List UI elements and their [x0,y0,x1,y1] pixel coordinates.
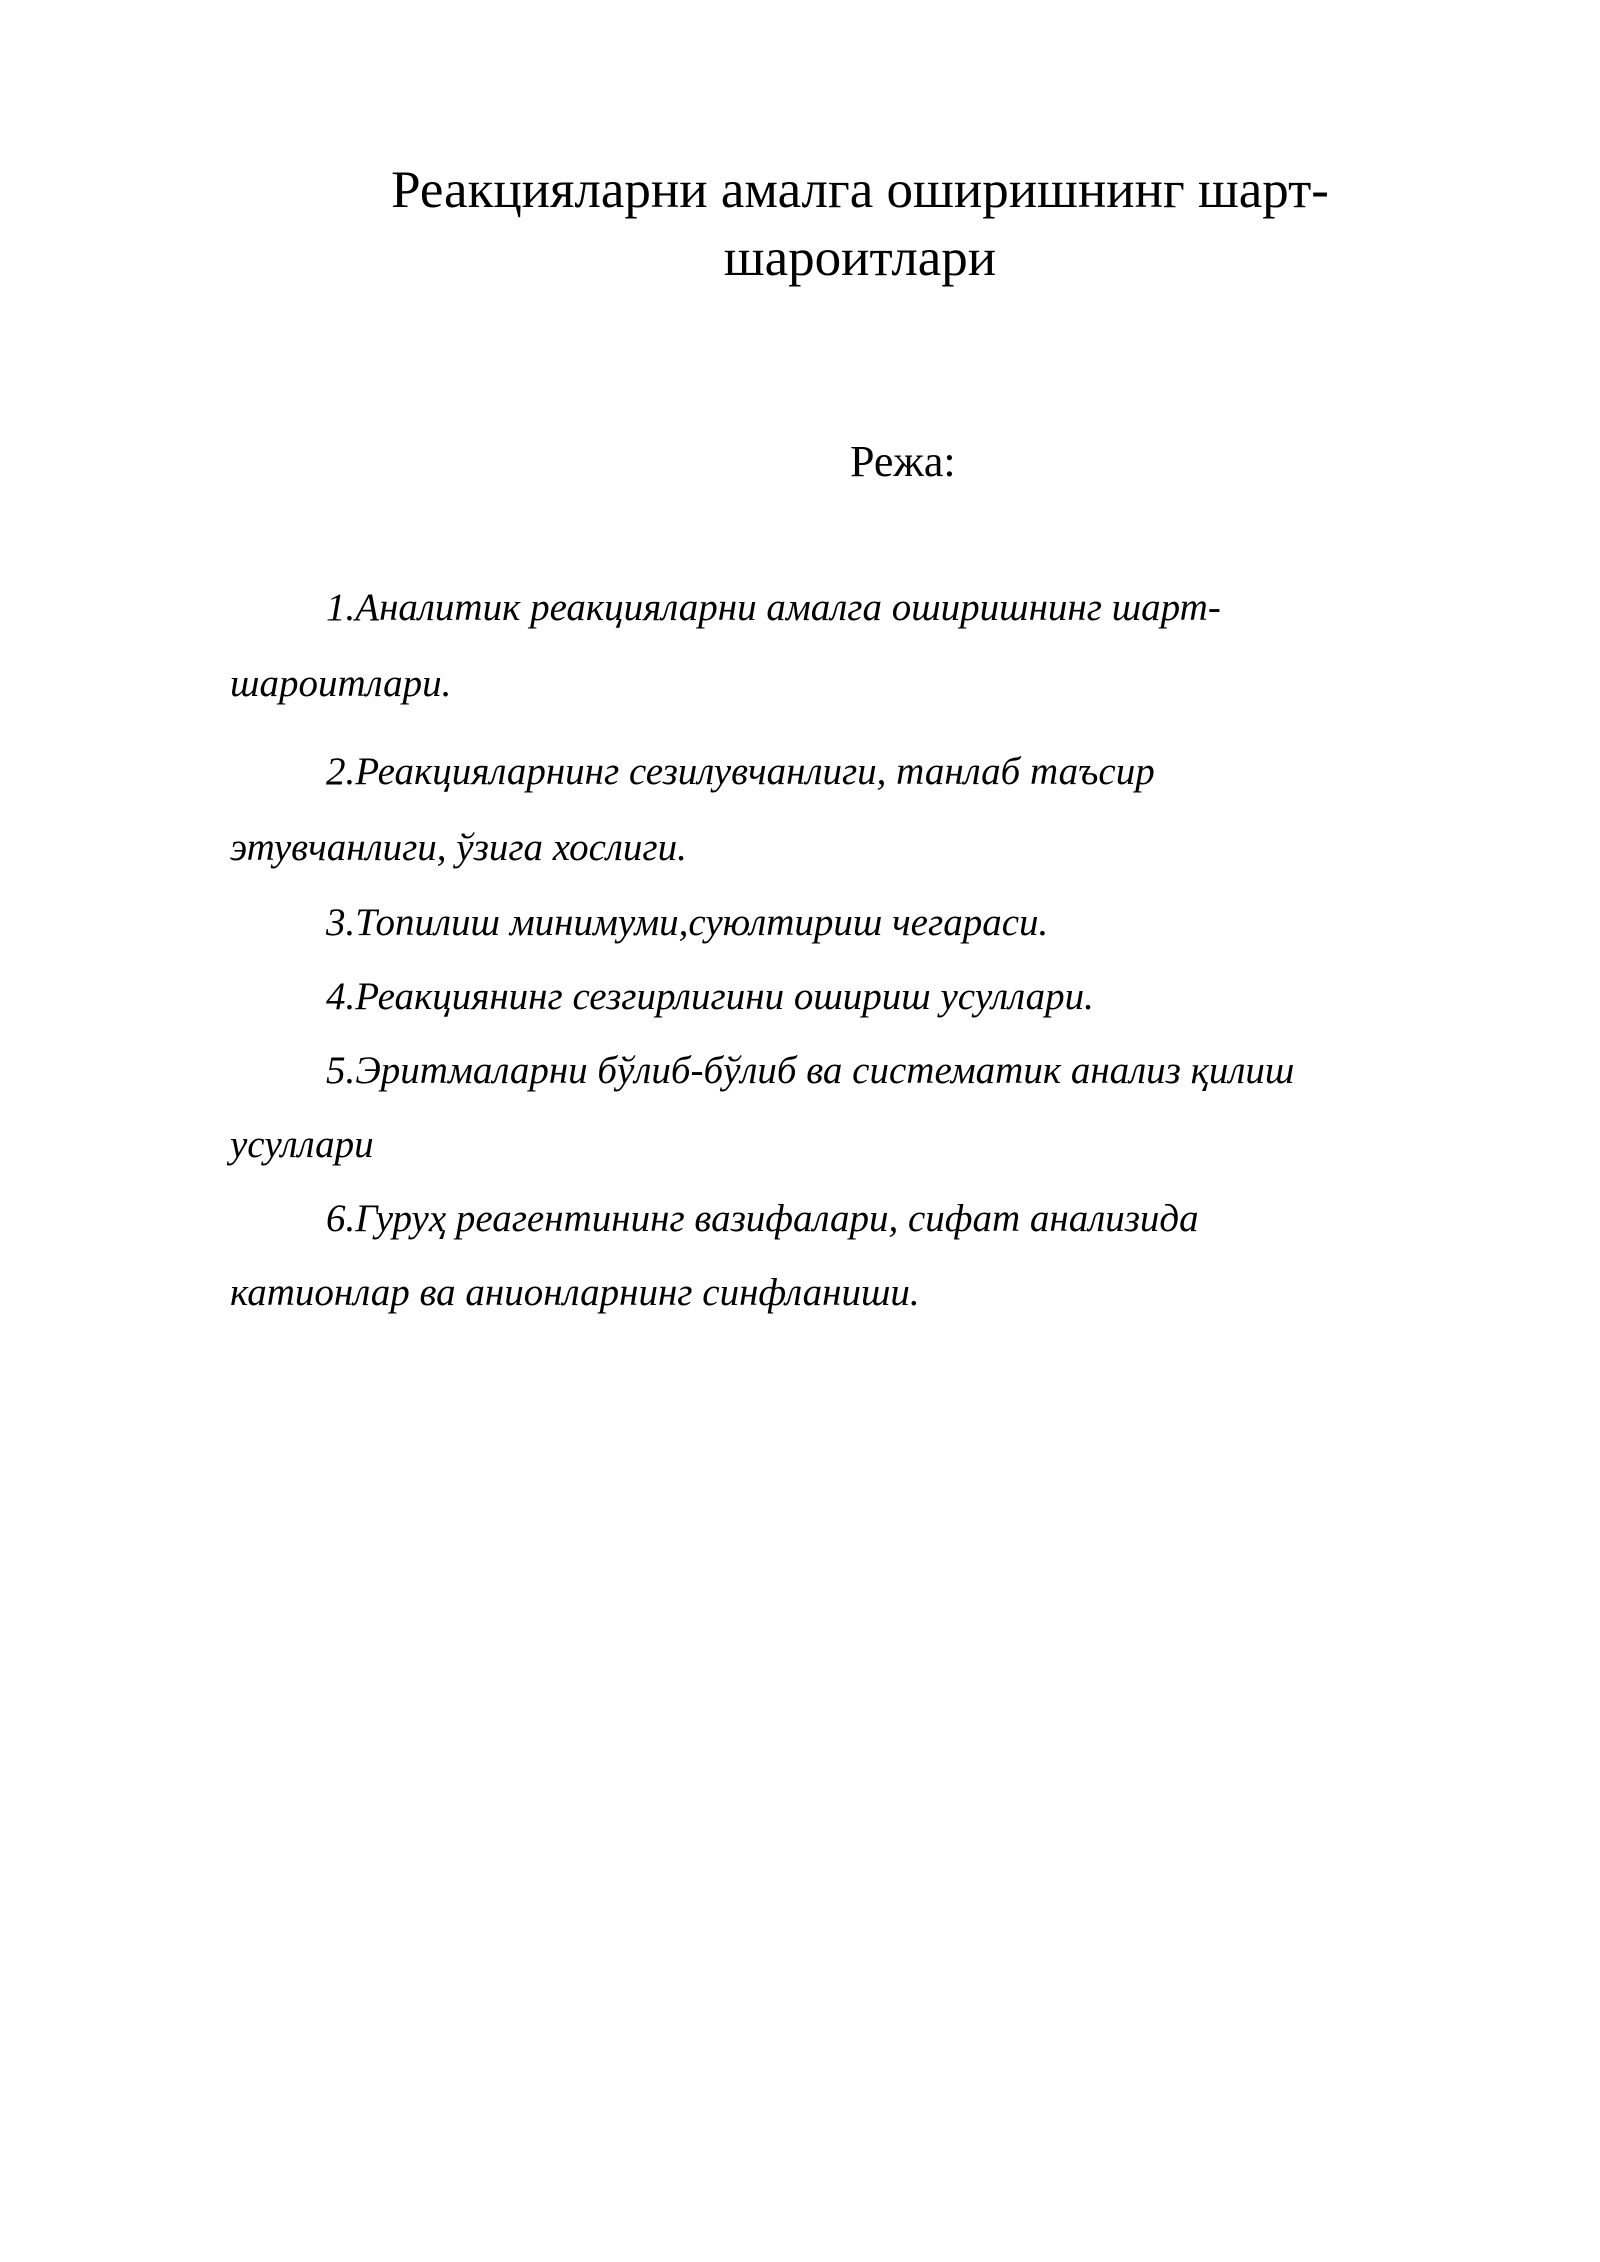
plan-item-1 [230,570,1430,722]
plan-item-1-line-1: 1.Аналитик реакцияларни амалга оширишнинг шарт- [326,586,1221,629]
plan-item-2-line-2: этувчанлиги, ўзига хослиги. [230,826,687,869]
plan-item-6 [230,1182,1430,1330]
plan-item-6-line-2: катионлар ва анионларнинг синфланиши. [230,1271,920,1314]
plan-item-4-line-1: 4.Реакциянинг сезгирлигини ошириш усуллари. [326,975,1094,1018]
plan-heading: Режа: [850,437,956,486]
plan-item-6-line-1: 6.Гуруҳ реагентининг вазифалари, сифат анализида [326,1197,1199,1240]
plan-item-2 [230,734,1430,886]
plan-item-3 [230,886,1430,960]
document-title-line-2: шароитлари [723,229,997,287]
plan-item-2-line-1: 2.Реакцияларнинг сезилувчанлиги, танлаб таъсир [326,750,1155,793]
plan-item-3-line-1: 3.Топилиш минимуми,суюлтириш чегараси. [326,901,1049,944]
document-title [300,156,1420,292]
plan-item-4 [230,960,1430,1034]
plan-item-1-line-2: шароитлари. [230,662,452,705]
plan-item-5 [230,1034,1430,1182]
plan-item-5-line-2: усуллари [230,1123,374,1166]
plan-list [230,570,1430,1330]
plan-item-5-line-1: 5.Эритмаларни бўлиб-бўлиб ва систематик анализ қилиш [326,1049,1295,1092]
document-title-line-1: Реакцияларни амалга оширишнинг шарт- [391,161,1329,219]
